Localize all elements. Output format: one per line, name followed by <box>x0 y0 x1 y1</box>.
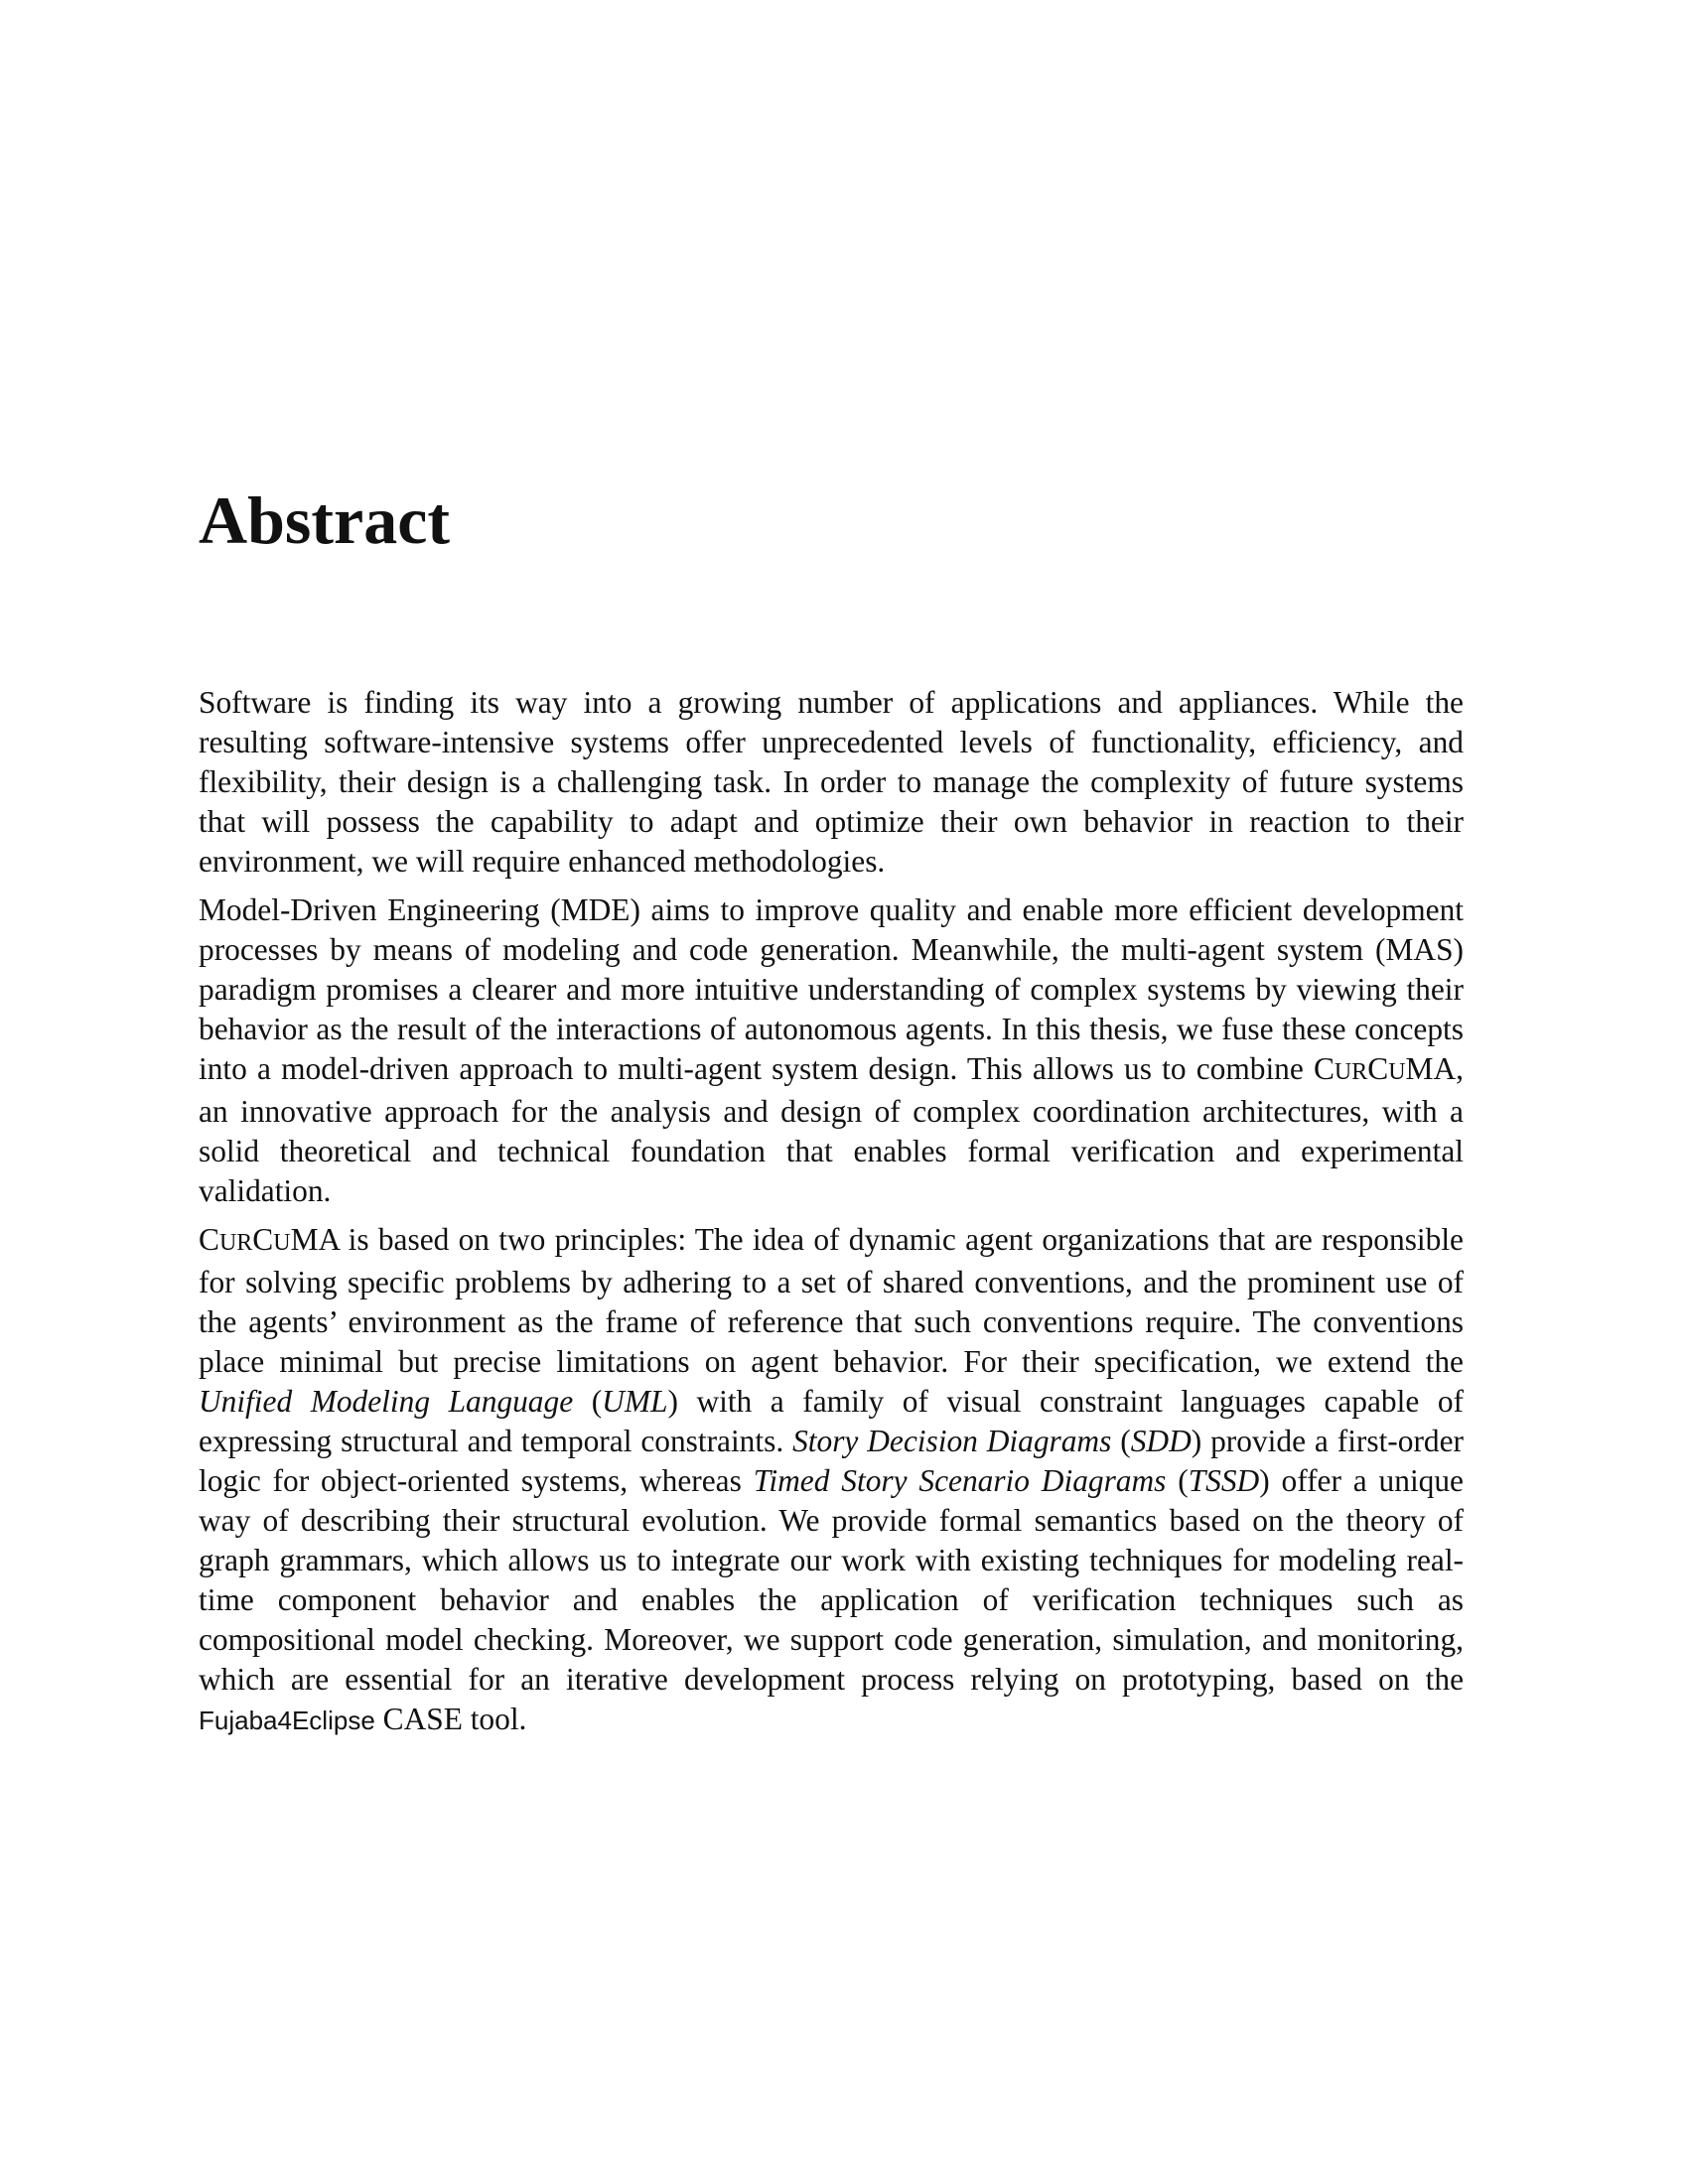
paragraph-3-text-d: ) offer a unique way of describing their structural evolution. We provide formal semantics based on the theory of graph grammars, which allows us to integrate our work with existing techniques for modeling real-time component behavior and enables the application of verification techniques such as compositional model checking. Moreover, we support code generation, simulation, and monitoring, which are essential for an iterative development process relying on prototyping, based on the <box>199 1463 1464 1697</box>
tool-name: Fujaba4Eclipse <box>199 1706 375 1735</box>
paren: ( <box>1166 1463 1189 1498</box>
paragraph-3-text-b: ) with a family of visual constraint languages capable of expressing structural and temporal constraints. <box>199 1384 1464 1458</box>
tssd-abbr: TSSD <box>1188 1463 1260 1498</box>
uml-term: Unified Modeling Language <box>199 1384 574 1419</box>
paragraph-2 <box>199 890 1464 1211</box>
paragraph-3-text-a: is based on two principles: The idea of dynamic agent organizations that are responsible for solving specific problems by adhering to a set of shared conventions, and the prominent use of the agents’ environment as the frame of reference that such conventions require. The conventions place minimal but precise limitations on agent behavior. For their specification, we extend the <box>199 1222 1464 1379</box>
abstract-body <box>199 683 1464 1749</box>
paragraph-1: Software is finding its way into a growing number of applications and appliances. While the resulting software-intensive systems offer unprecedented levels of functionality, efficiency, and flexibility, their design is a challenging task. In order to manage the complexity of future systems that will possess the capability to adapt and optimize their own behavior in reaction to their environment, we will require enhanced methodologies. <box>199 685 1464 879</box>
tssd-term: Timed Story Scenario Diagrams <box>753 1463 1167 1498</box>
sdd-abbr: SDD <box>1130 1424 1192 1458</box>
uml-abbr: UML <box>602 1384 668 1419</box>
paren: ( <box>1111 1424 1131 1458</box>
page-title: Abstract <box>199 482 451 558</box>
paragraph-3-text-e: CASE tool. <box>374 1702 527 1736</box>
paragraph-2-text-b: , an innovative approach for the analysis and design of complex coordination architectures, with a solid theoretical and technical foundation that enables formal verification and experimental validation. <box>199 1051 1464 1208</box>
paragraph-3 <box>199 1220 1464 1740</box>
sdd-term: Story Decision Diagrams <box>792 1424 1112 1458</box>
paragraph-3-text-c: ) provide a first-order logic for object-oriented systems, whereas <box>199 1424 1464 1498</box>
curcuma-name: CURCUMA <box>1313 1051 1457 1086</box>
document-page <box>199 0 1464 2184</box>
paragraph-2-text-a: Model-Driven Engineering (MDE) aims to improve quality and enable more efficient development processes by means of modeling and code generation. Meanwhile, the multi-agent system (MAS) paradigm promises a clearer and more intuitive understanding of complex systems by viewing their behavior as the result of the interactions of autonomous agents. In this thesis, we fuse these concepts into a model-driven approach to multi-agent system design. This allows us to combine <box>199 892 1464 1086</box>
paren: ( <box>573 1384 603 1419</box>
curcuma-name: CURCUMA <box>199 1222 340 1257</box>
